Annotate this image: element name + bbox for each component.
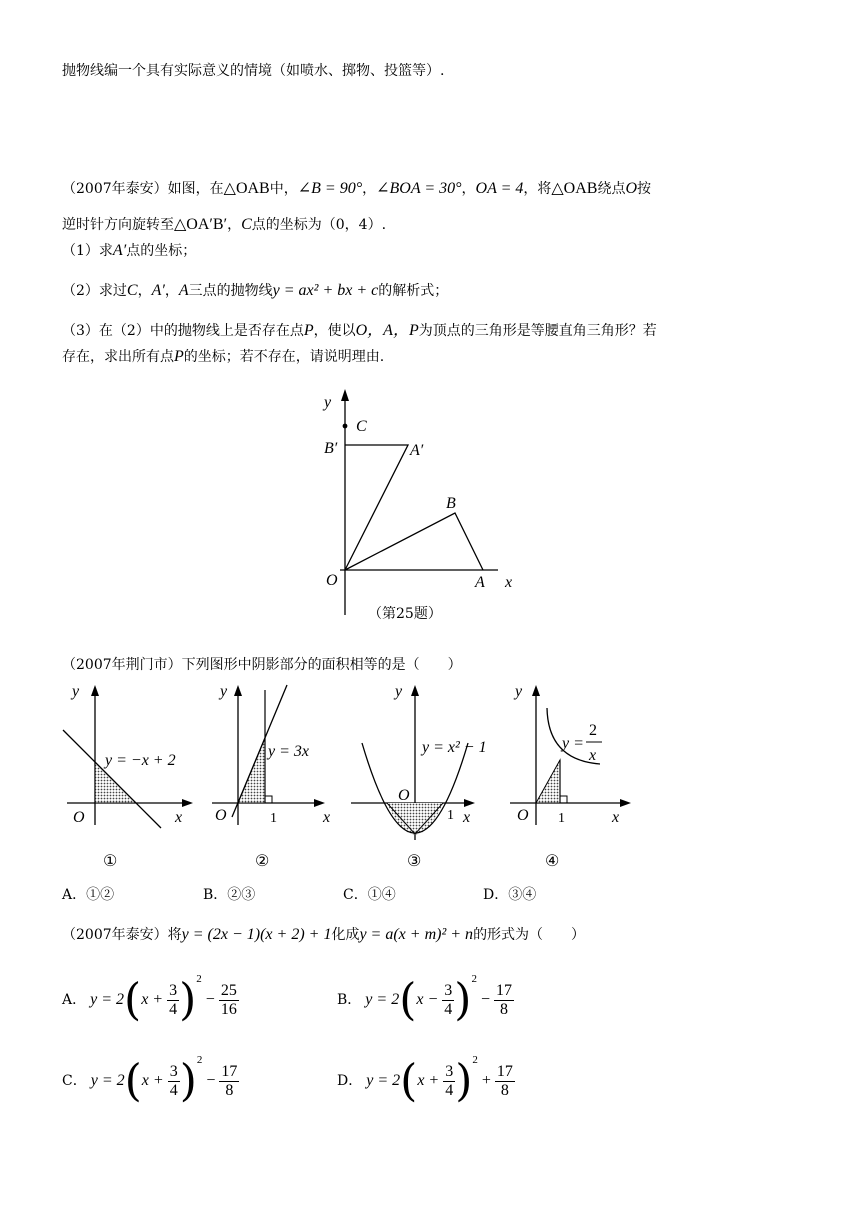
denominator: 4 bbox=[445, 1081, 454, 1099]
label-a: A bbox=[475, 574, 485, 591]
option-sign: − bbox=[480, 991, 490, 1008]
q2-stem: （2007年荆门市）下列图形中阴影部分的面积相等的是（ ） bbox=[62, 657, 462, 673]
numerator: 3 bbox=[445, 1062, 454, 1080]
fraction bbox=[495, 1063, 515, 1100]
q2-figure-3 bbox=[351, 683, 487, 870]
q1-comma: ， bbox=[227, 217, 242, 233]
option-inner: x + bbox=[417, 1072, 444, 1089]
option-lead: y = 2 bbox=[90, 991, 125, 1008]
q1-text: （2）求过 bbox=[62, 283, 127, 299]
tick-label: 1 bbox=[558, 811, 565, 826]
numerator: 17 bbox=[495, 981, 512, 999]
q1-comma: ， bbox=[461, 181, 476, 197]
label-c: C bbox=[356, 418, 367, 435]
numerator: 17 bbox=[221, 1062, 238, 1080]
q1-text: 为顶点的三角形是等腰直角三角形？若 bbox=[418, 323, 657, 339]
right-angle-mark bbox=[265, 796, 272, 803]
denominator: 8 bbox=[225, 1081, 234, 1099]
option-letter: A． bbox=[62, 992, 87, 1008]
fraction bbox=[168, 1063, 180, 1100]
point-c bbox=[343, 424, 348, 429]
q2-option-c[interactable] bbox=[343, 886, 396, 904]
q1-comma: ， bbox=[164, 283, 179, 299]
numerator: 3 bbox=[444, 981, 453, 999]
right-angle-mark bbox=[560, 796, 567, 803]
q3-option-c[interactable] bbox=[62, 1054, 239, 1107]
option-inner: x − bbox=[416, 991, 443, 1008]
right-paren: ) bbox=[455, 1055, 473, 1107]
origin-label: O bbox=[398, 787, 410, 804]
q3-option-b[interactable] bbox=[337, 973, 514, 1026]
q2-option-d[interactable] bbox=[483, 886, 536, 904]
axis-y-label: y bbox=[220, 683, 228, 700]
q1-text: ，将 bbox=[523, 181, 552, 197]
q1-tri: △OAB bbox=[223, 180, 270, 197]
q1-angle-boa: ∠BOA = 30° bbox=[376, 180, 462, 197]
axis-x-label: x bbox=[612, 809, 620, 826]
func-label: y = 3x bbox=[268, 743, 309, 760]
q1-part1 bbox=[62, 242, 196, 260]
option-inner: x + bbox=[141, 1072, 168, 1089]
q1-text: 按 bbox=[637, 181, 652, 197]
left-paren: ( bbox=[124, 974, 142, 1026]
func-label: y = x² − 1 bbox=[422, 739, 487, 756]
right-paren: ) bbox=[179, 974, 197, 1026]
q3-text: 的形式为（ ） bbox=[473, 927, 586, 943]
q1-point-ap: A′ bbox=[151, 282, 165, 299]
option-lead: y = 2 bbox=[90, 1072, 125, 1089]
axis-x-label: x bbox=[175, 809, 183, 826]
q3-expr: y = (2x − 1)(x + 2) + 1 bbox=[181, 926, 332, 943]
q1-text: ，使以 bbox=[313, 323, 356, 339]
figure-number: ④ bbox=[545, 853, 560, 870]
right-paren: ) bbox=[179, 1055, 197, 1107]
label-bp: B′ bbox=[324, 440, 338, 457]
axis-y-label: y bbox=[395, 683, 403, 700]
q1-text: 存在，求出所有点 bbox=[62, 349, 174, 365]
q1-oa: OA = 4 bbox=[475, 180, 524, 197]
option-text: ①② bbox=[86, 887, 115, 903]
q2-option-a[interactable] bbox=[62, 886, 114, 904]
figure-number: ③ bbox=[407, 853, 422, 870]
exponent: 2 bbox=[196, 973, 202, 985]
q1-text: （3）在（2）中的抛物线上是否存在点 bbox=[62, 323, 304, 339]
func-label: y = bbox=[562, 735, 584, 752]
q1-line1 bbox=[62, 180, 651, 198]
exponent: 2 bbox=[471, 973, 477, 985]
figure-caption: （第25题） bbox=[368, 606, 442, 622]
figure-number: ① bbox=[103, 853, 118, 870]
numerator: 17 bbox=[496, 1062, 513, 1080]
fraction bbox=[167, 982, 179, 1019]
option-letter: B． bbox=[337, 992, 362, 1008]
left-paren: ( bbox=[399, 974, 417, 1026]
q1-text: 中， bbox=[269, 181, 298, 197]
q2-figures bbox=[55, 680, 655, 875]
q1-text: 点的坐标； bbox=[126, 243, 197, 259]
axis-x-label: x bbox=[323, 809, 331, 826]
intro-text: 抛物线编一个具有实际意义的情境（如喷水、掷物、投篮等）. bbox=[62, 63, 445, 79]
fraction bbox=[219, 1063, 239, 1100]
option-lead: y = 2 bbox=[366, 1072, 401, 1089]
exponent: 2 bbox=[196, 1054, 203, 1066]
label-ap: A′ bbox=[410, 442, 424, 459]
option-lead: y = 2 bbox=[365, 991, 400, 1008]
fraction bbox=[494, 982, 514, 1019]
axis-y-label: y bbox=[72, 683, 80, 700]
q1-source: （2007年泰安）如图，在 bbox=[62, 181, 224, 197]
shaded-triangle bbox=[536, 760, 560, 803]
left-paren: ( bbox=[124, 1055, 142, 1107]
numerator: 3 bbox=[169, 1062, 178, 1080]
y-axis-arrow bbox=[341, 389, 349, 401]
label-x: x bbox=[505, 574, 513, 591]
func-numerator: 2 bbox=[589, 722, 597, 739]
denominator: 8 bbox=[499, 1000, 508, 1018]
q3-option-a[interactable] bbox=[62, 973, 239, 1026]
origin-label: O bbox=[215, 807, 227, 824]
q1-point-p: P bbox=[303, 322, 314, 339]
q1-part3-line2 bbox=[62, 348, 384, 366]
denominator: 4 bbox=[169, 1081, 178, 1099]
q1-text: 的解析式； bbox=[378, 283, 449, 299]
q2-figure-4 bbox=[510, 683, 631, 870]
option-letter: B． bbox=[203, 887, 228, 903]
option-letter: D． bbox=[337, 1073, 363, 1089]
option-text: ③④ bbox=[508, 887, 537, 903]
q1-tri: △OAB bbox=[551, 180, 598, 197]
q1-text: 点的坐标为（0，4）. bbox=[251, 217, 387, 233]
q1-point-c: C bbox=[126, 282, 138, 299]
label-b: B bbox=[446, 495, 456, 512]
q1-points: O，A，P bbox=[355, 322, 419, 339]
func-denominator: x bbox=[589, 747, 597, 764]
fraction bbox=[219, 982, 239, 1019]
numerator: 3 bbox=[169, 981, 178, 999]
axis-y-label: y bbox=[515, 683, 523, 700]
denominator: 8 bbox=[500, 1081, 509, 1099]
fraction bbox=[443, 1063, 455, 1100]
q3-option-d[interactable] bbox=[337, 1054, 515, 1107]
q3-vertex-form: y = a(x + m)² + n bbox=[359, 926, 474, 943]
numerator: 25 bbox=[220, 981, 237, 999]
fraction bbox=[442, 982, 454, 1019]
option-sign: − bbox=[205, 991, 215, 1008]
q1-comma: ， bbox=[137, 283, 152, 299]
q1-angle-b: ∠B = 90° bbox=[297, 180, 363, 197]
option-letter: D． bbox=[483, 887, 509, 903]
tick-label: 1 bbox=[270, 811, 277, 826]
q3-stem bbox=[62, 926, 585, 944]
shaded-region bbox=[387, 803, 443, 835]
q1-part3-line1 bbox=[62, 322, 657, 340]
q1-part2 bbox=[62, 282, 448, 300]
q1-point-a: A bbox=[178, 282, 189, 299]
left-paren: ( bbox=[400, 1055, 418, 1107]
q1-line2 bbox=[62, 216, 386, 234]
q1-text: 绕点 bbox=[597, 181, 626, 197]
right-paren: ) bbox=[454, 974, 472, 1026]
q1-comma: ， bbox=[362, 181, 377, 197]
q1-tri-rot: △OA′B′ bbox=[174, 216, 228, 233]
q1-text: 三点的抛物线 bbox=[188, 283, 273, 299]
figure-25 bbox=[300, 385, 540, 630]
exponent: 2 bbox=[472, 1054, 478, 1066]
q1-point-o: O bbox=[625, 180, 638, 197]
option-sign: − bbox=[206, 1072, 216, 1089]
option-text: ①④ bbox=[367, 887, 396, 903]
option-letter: C． bbox=[62, 1073, 87, 1089]
axis-x-label: x bbox=[463, 809, 471, 826]
q1-point-p: P bbox=[174, 348, 184, 365]
q2-figure-2 bbox=[212, 683, 330, 870]
origin-label: O bbox=[73, 809, 85, 826]
figure-number: ② bbox=[255, 853, 270, 870]
denominator: 4 bbox=[169, 1000, 178, 1018]
option-text: ②③ bbox=[227, 887, 256, 903]
q3-source: （2007年泰安）将 bbox=[62, 927, 182, 943]
option-inner: x + bbox=[141, 991, 168, 1008]
option-letter: C． bbox=[343, 887, 368, 903]
denominator: 16 bbox=[220, 1000, 237, 1018]
q1-text: 的坐标；若不存在，请说明理由. bbox=[183, 349, 385, 365]
option-sign: + bbox=[481, 1072, 491, 1089]
q1-point-ap: A′ bbox=[112, 242, 127, 259]
option-letter: A． bbox=[62, 887, 87, 903]
q1-parabola-eq: y = ax² + bx + c bbox=[272, 282, 379, 299]
triangle-oapbp bbox=[345, 445, 408, 570]
triangle-oab bbox=[345, 513, 483, 570]
q2-figure-1 bbox=[63, 683, 193, 870]
func-label: y = −x + 2 bbox=[105, 752, 176, 769]
q3-text: 化成 bbox=[331, 927, 360, 943]
origin-label: O bbox=[517, 807, 529, 824]
q1-text: （1）求 bbox=[62, 243, 113, 259]
tick-label: 1 bbox=[447, 808, 454, 823]
q1-point-c: C bbox=[241, 216, 252, 233]
q1-text: 逆时针方向旋转至 bbox=[62, 217, 174, 233]
label-y: y bbox=[324, 394, 332, 411]
label-o: O bbox=[326, 572, 338, 589]
denominator: 4 bbox=[444, 1000, 453, 1018]
q2-option-b[interactable] bbox=[203, 886, 255, 904]
